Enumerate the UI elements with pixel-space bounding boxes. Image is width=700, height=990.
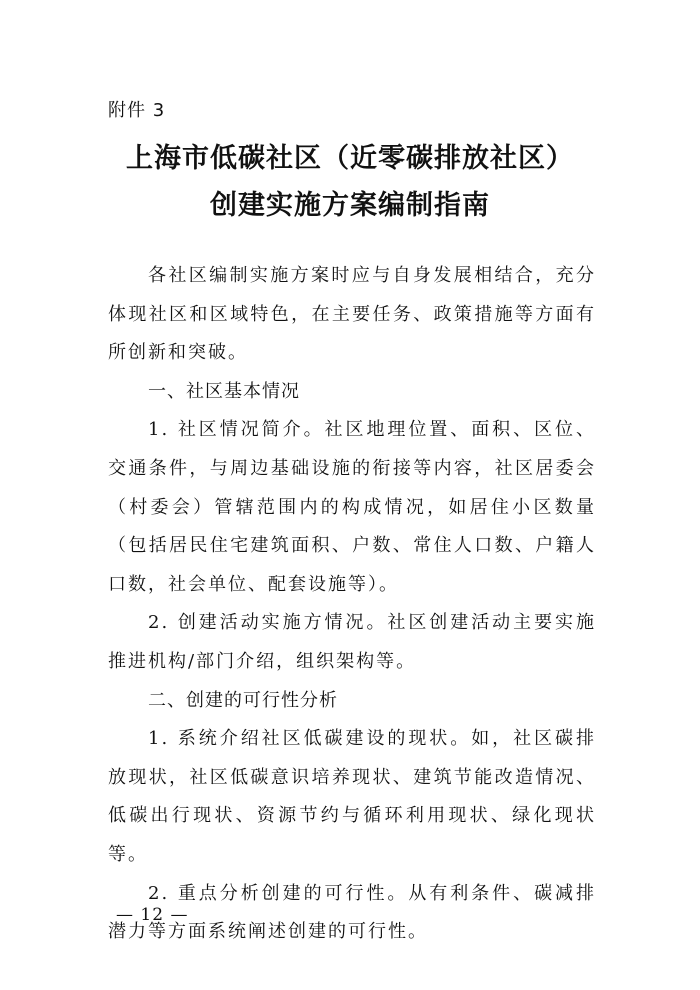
attachment-label: 附件 3 <box>108 100 166 121</box>
section-1-item-1: 1. 社区情况简介。社区地理位置、面积、区位、交通条件，与周边基础设施的衔接等内容，社区居委会（村委会）管辖范围内的构成情况，如居住小区数量（包括居民住宅建筑面积、户数、常住人口数、户籍人口数，社会单位、配套设施等）。 <box>108 419 596 595</box>
document-body <box>108 257 596 952</box>
intro-paragraph: 各社区编制实施方案时应与自身发展相结合，充分体现社区和区域特色，在主要任务、政策措施等方面有所创新和突破。 <box>108 265 596 364</box>
page-number: — 12 — <box>116 905 189 925</box>
section-2-item-1: 1. 系统介绍社区低碳建设的现状。如，社区碳排放现状，社区低碳意识培养现状、建筑节能改造情况、低碳出行现状、资源节约与循环利用现状、绿化现状等。 <box>108 728 596 865</box>
section-1-item-2: 2. 创建活动实施方情况。社区创建活动主要实施推进机构/部门介绍，组织架构等。 <box>108 612 596 672</box>
document-title-line-2: 创建实施方案编制指南 <box>210 190 490 221</box>
section-heading-1: 一、社区基本情况 <box>148 380 300 402</box>
section-2-item-2: 2. 重点分析创建的可行性。从有利条件、碳减排潜力等方面系统阐述创建的可行性。 <box>108 882 596 943</box>
section-heading-2: 二、创建的可行性分析 <box>148 689 338 711</box>
document-title-line-1: 上海市低碳社区（近零碳排放社区） <box>126 143 574 174</box>
